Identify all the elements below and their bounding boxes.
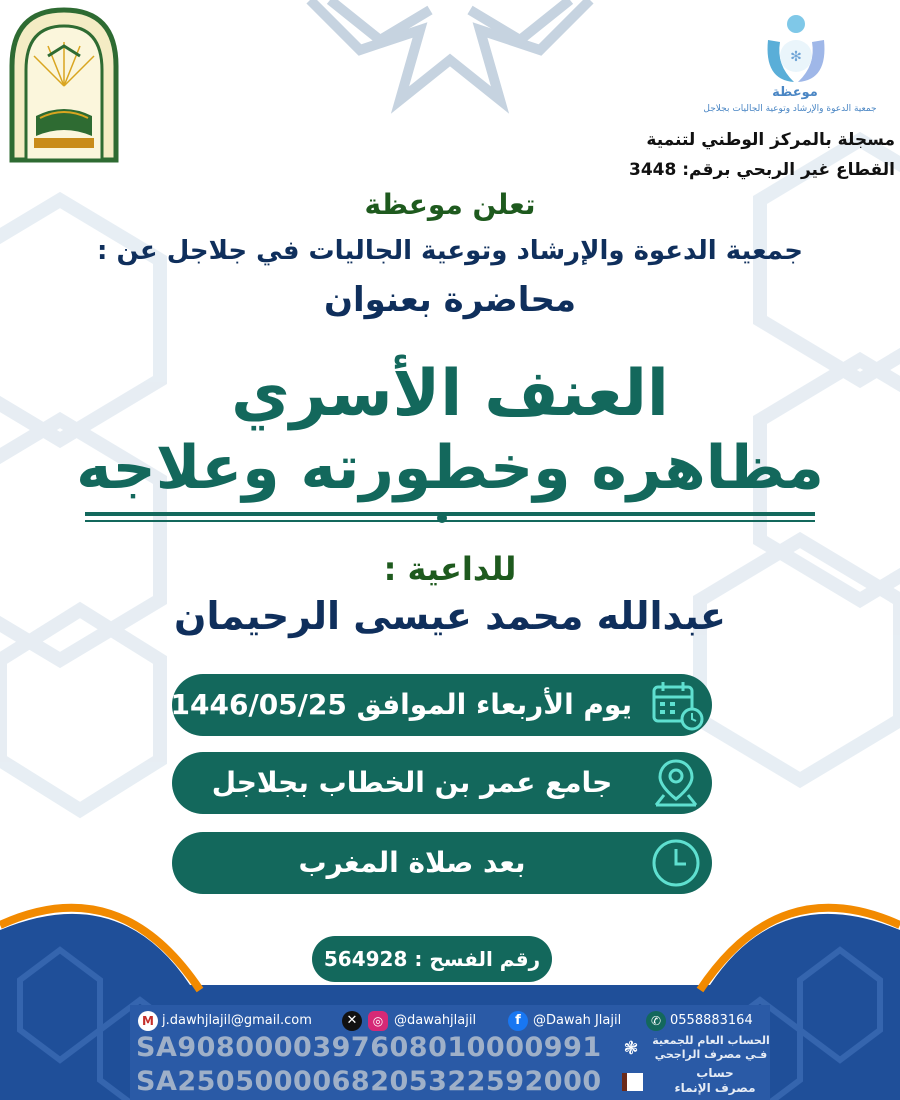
logo-subtitle: جمعية الدعوة والإرشاد وتوعية الجاليات بجلاجل <box>703 104 877 114</box>
general-account-label-2: فـي مصرف الراجحي <box>654 1048 768 1061</box>
permit-badge <box>312 936 552 982</box>
lecture-title-line-1: العنف الأسري <box>231 357 669 431</box>
footer-handle[interactable]: @dawahjlajil <box>394 1013 477 1028</box>
time-pill <box>172 832 712 894</box>
clock-icon <box>648 837 704 889</box>
announcement-line-3: محاضرة بعنوان <box>323 280 577 320</box>
logo-name: موعظة <box>772 85 818 100</box>
location-text: جامع عمر بن الخطاب بجلاجل <box>211 766 613 799</box>
date-text: يوم الأربعاء الموافق 1446/05/25 <box>170 688 632 721</box>
svg-text:✻: ✻ <box>790 49 802 65</box>
ministry-emblem <box>8 6 120 164</box>
time-text: بعد صلاة المغرب <box>298 846 526 879</box>
announcement-prefix: تعلن <box>472 188 536 221</box>
speaker-name: عبدالله محمد عيسى الرحيمان <box>174 594 726 638</box>
permit-text: رقم الفسح : 564928 <box>323 947 541 971</box>
location-pin-icon <box>648 757 704 809</box>
instagram-icon: ◎ <box>368 1011 388 1031</box>
alrajhi-bank-icon: ❃ <box>623 1038 639 1059</box>
announcement-highlight: موعظة <box>364 188 463 221</box>
alinma-label-1: حساب <box>696 1066 734 1080</box>
lecture-title-line-2: مظاهره وخطورته وعلاجه <box>76 433 824 503</box>
alinma-account-label <box>660 1066 770 1096</box>
date-pill <box>172 674 712 736</box>
facebook-icon: f <box>508 1011 528 1031</box>
title-divider <box>80 508 820 528</box>
iban-1[interactable]: SA9080000397608010000991 <box>136 1032 602 1063</box>
footer-facebook[interactable]: @Dawah Jlajil <box>533 1013 622 1028</box>
footer-email[interactable]: j.dawhjlajil@gmail.com <box>162 1013 312 1028</box>
x-icon: ✕ <box>342 1011 362 1031</box>
announcement-line-2: جمعية الدعوة والإرشاد وتوعية الجاليات في جلاجل عن : <box>97 236 803 266</box>
footer-contacts <box>138 1011 773 1033</box>
phone-icon: ✆ <box>646 1011 666 1031</box>
iban-2[interactable]: SA2505000068205322592000 <box>136 1066 602 1097</box>
alinma-label-2: مصرف الإنماء <box>674 1081 756 1095</box>
speaker-label: للداعية : <box>383 550 517 588</box>
registration-line-1: مسجلة بالمركز الوطني لتنمية <box>646 130 895 150</box>
mawitha-logo-icon <box>756 10 836 90</box>
general-account-label <box>646 1034 776 1062</box>
general-account-label-1: الحساب العام للجمعية <box>652 1034 770 1047</box>
calendar-icon <box>648 679 704 731</box>
alinma-bank-icon <box>622 1073 643 1091</box>
registration-line-2: القطاع غير الربحي برقم: 3448 <box>629 160 895 180</box>
announcement-line-1 <box>250 188 650 221</box>
location-pill <box>172 752 712 814</box>
footer-phone[interactable]: 0558883164 <box>670 1013 753 1028</box>
gmail-icon: M <box>138 1011 158 1031</box>
